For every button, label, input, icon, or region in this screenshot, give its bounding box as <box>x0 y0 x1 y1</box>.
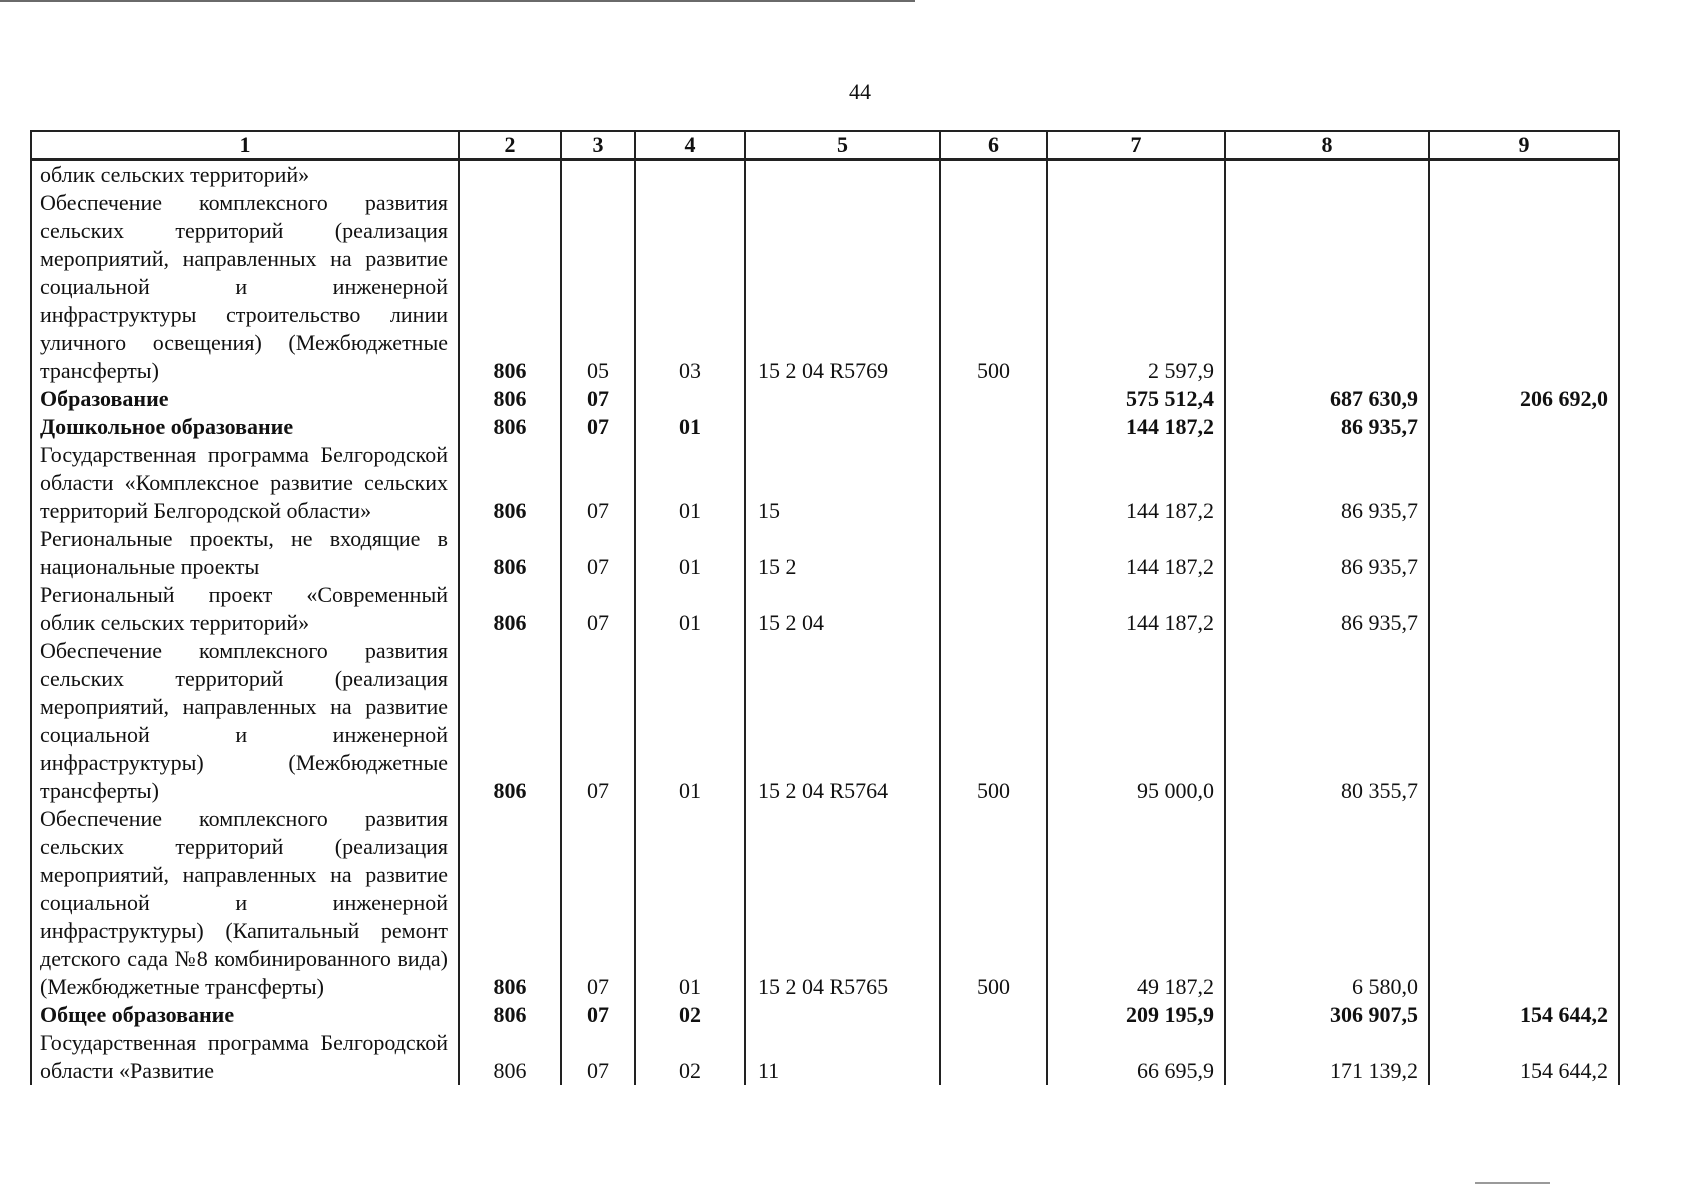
table-row <box>31 581 1619 637</box>
cell-col-6: 500 <box>940 637 1047 805</box>
table-row <box>31 525 1619 581</box>
cell-col-5 <box>745 160 940 190</box>
cell-col-3: 05 <box>561 189 635 385</box>
cell-col-3 <box>561 160 635 190</box>
table-row <box>31 189 1619 385</box>
cell-col-6 <box>940 413 1047 441</box>
cell-col-4: 01 <box>635 805 745 1001</box>
row-name: Образование <box>31 385 459 413</box>
cell-col-2: 806 <box>459 637 561 805</box>
cell-col-3: 07 <box>561 525 635 581</box>
cell-col-8: 687 630,9 <box>1225 385 1429 413</box>
cell-col-8: 80 355,7 <box>1225 637 1429 805</box>
cell-col-3: 07 <box>561 1029 635 1085</box>
table-row <box>31 805 1619 1001</box>
cell-col-3: 07 <box>561 413 635 441</box>
table-row <box>31 413 1619 441</box>
page-number: 44 <box>849 79 871 104</box>
cell-col-5: 15 2 04 R5764 <box>745 637 940 805</box>
cell-col-6: 500 <box>940 805 1047 1001</box>
cell-col-8: 86 935,7 <box>1225 581 1429 637</box>
cell-col-8: 86 935,7 <box>1225 441 1429 525</box>
row-name: Региональные проекты, не входящие в национальные проекты <box>31 525 459 581</box>
table-row <box>31 441 1619 525</box>
cell-col-8 <box>1225 160 1429 190</box>
row-name: Дошкольное образование <box>31 413 459 441</box>
cell-col-4 <box>635 385 745 413</box>
cell-col-7: 144 187,2 <box>1047 525 1225 581</box>
cell-col-6 <box>940 160 1047 190</box>
column-header-8: 8 <box>1225 131 1429 160</box>
cell-col-7: 144 187,2 <box>1047 441 1225 525</box>
cell-col-3: 07 <box>561 581 635 637</box>
cell-col-5 <box>745 413 940 441</box>
cell-col-5: 15 2 <box>745 525 940 581</box>
cell-col-7: 95 000,0 <box>1047 637 1225 805</box>
cell-col-2: 806 <box>459 525 561 581</box>
row-name: Государственная программа Белгородской области «Комплексное развитие сельских территорий Белгородской области» <box>31 441 459 525</box>
cell-col-3: 07 <box>561 805 635 1001</box>
cell-col-8: 6 580,0 <box>1225 805 1429 1001</box>
column-header-3: 3 <box>561 131 635 160</box>
cell-col-2: 806 <box>459 581 561 637</box>
cell-col-8: 86 935,7 <box>1225 413 1429 441</box>
cell-col-3: 07 <box>561 1001 635 1029</box>
top-rule <box>0 0 915 2</box>
cell-col-5: 15 2 04 R5765 <box>745 805 940 1001</box>
cell-col-7: 209 195,9 <box>1047 1001 1225 1029</box>
column-header-4: 4 <box>635 131 745 160</box>
scan-mark <box>1475 1182 1550 1184</box>
cell-col-6 <box>940 581 1047 637</box>
cell-col-8: 171 139,2 <box>1225 1029 1429 1085</box>
column-header-6: 6 <box>940 131 1047 160</box>
cell-col-2: 806 <box>459 1001 561 1029</box>
cell-col-4: 03 <box>635 189 745 385</box>
cell-col-9 <box>1429 805 1619 1001</box>
cell-col-7: 144 187,2 <box>1047 413 1225 441</box>
cell-col-4: 01 <box>635 441 745 525</box>
cell-col-3: 07 <box>561 441 635 525</box>
cell-col-4: 02 <box>635 1001 745 1029</box>
cell-col-6 <box>940 525 1047 581</box>
cell-col-9: 206 692,0 <box>1429 385 1619 413</box>
cell-col-7: 2 597,9 <box>1047 189 1225 385</box>
cell-col-8: 86 935,7 <box>1225 525 1429 581</box>
cell-col-9 <box>1429 581 1619 637</box>
cell-col-5 <box>745 385 940 413</box>
header-row <box>31 131 1619 160</box>
cell-col-7: 575 512,4 <box>1047 385 1225 413</box>
cell-col-7: 66 695,9 <box>1047 1029 1225 1085</box>
cell-col-6 <box>940 1029 1047 1085</box>
cell-col-4: 01 <box>635 413 745 441</box>
cell-col-9 <box>1429 189 1619 385</box>
cell-col-2: 806 <box>459 189 561 385</box>
row-name: Государственная программа Белгородской области «Развитие <box>31 1029 459 1085</box>
cell-col-2: 806 <box>459 1029 561 1085</box>
cell-col-9 <box>1429 441 1619 525</box>
cell-col-2: 806 <box>459 805 561 1001</box>
cell-col-7: 49 187,2 <box>1047 805 1225 1001</box>
column-header-2: 2 <box>459 131 561 160</box>
table-row <box>31 385 1619 413</box>
row-name: облик сельских территорий» <box>31 160 459 190</box>
cell-col-4: 01 <box>635 581 745 637</box>
cell-col-9: 154 644,2 <box>1429 1029 1619 1085</box>
cell-col-2: 806 <box>459 385 561 413</box>
cell-col-5: 15 2 04 <box>745 581 940 637</box>
cell-col-6 <box>940 441 1047 525</box>
row-name: Обеспечение комплексного развития сельских территорий (реализация мероприятий, направленных на развитие социальной и инженерной инфраструктуры) (Капитальный ремонт детского сада №8 комбинированного вида) (Межбюджетные трансферты) <box>31 805 459 1001</box>
cell-col-9 <box>1429 525 1619 581</box>
row-name: Общее образование <box>31 1001 459 1029</box>
cell-col-5: 11 <box>745 1029 940 1085</box>
cell-col-5 <box>745 1001 940 1029</box>
column-header-7: 7 <box>1047 131 1225 160</box>
table-row <box>31 637 1619 805</box>
cell-col-4: 01 <box>635 637 745 805</box>
cell-col-9: 154 644,2 <box>1429 1001 1619 1029</box>
cell-col-6: 500 <box>940 189 1047 385</box>
cell-col-4: 02 <box>635 1029 745 1085</box>
cell-col-4 <box>635 160 745 190</box>
table-row <box>31 1029 1619 1085</box>
cell-col-6 <box>940 385 1047 413</box>
column-header-9: 9 <box>1429 131 1619 160</box>
cell-col-3: 07 <box>561 385 635 413</box>
column-header-5: 5 <box>745 131 940 160</box>
row-name: Региональный проект «Современный облик сельских территорий» <box>31 581 459 637</box>
cell-col-2: 806 <box>459 441 561 525</box>
row-name: Обеспечение комплексного развития сельских территорий (реализация мероприятий, направленных на развитие социальной и инженерной инфраструктуры) (Межбюджетные трансферты) <box>31 637 459 805</box>
cell-col-5: 15 <box>745 441 940 525</box>
table-row <box>31 1001 1619 1029</box>
cell-col-2: 806 <box>459 413 561 441</box>
table-row <box>31 160 1619 190</box>
cell-col-3: 07 <box>561 637 635 805</box>
cell-col-2 <box>459 160 561 190</box>
cell-col-9 <box>1429 413 1619 441</box>
cell-col-9 <box>1429 637 1619 805</box>
cell-col-7 <box>1047 160 1225 190</box>
row-name: Обеспечение комплексного развития сельских территорий (реализация мероприятий, направленных на развитие социальной и инженерной инфраструктуры строительство линии уличного освещения) (Межбюджетные трансферты) <box>31 189 459 385</box>
cell-col-8 <box>1225 189 1429 385</box>
cell-col-5: 15 2 04 R5769 <box>745 189 940 385</box>
cell-col-4: 01 <box>635 525 745 581</box>
cell-col-6 <box>940 1001 1047 1029</box>
cell-col-7: 144 187,2 <box>1047 581 1225 637</box>
column-header-1: 1 <box>31 131 459 160</box>
cell-col-9 <box>1429 160 1619 190</box>
cell-col-8: 306 907,5 <box>1225 1001 1429 1029</box>
budget-table <box>30 130 1620 1085</box>
